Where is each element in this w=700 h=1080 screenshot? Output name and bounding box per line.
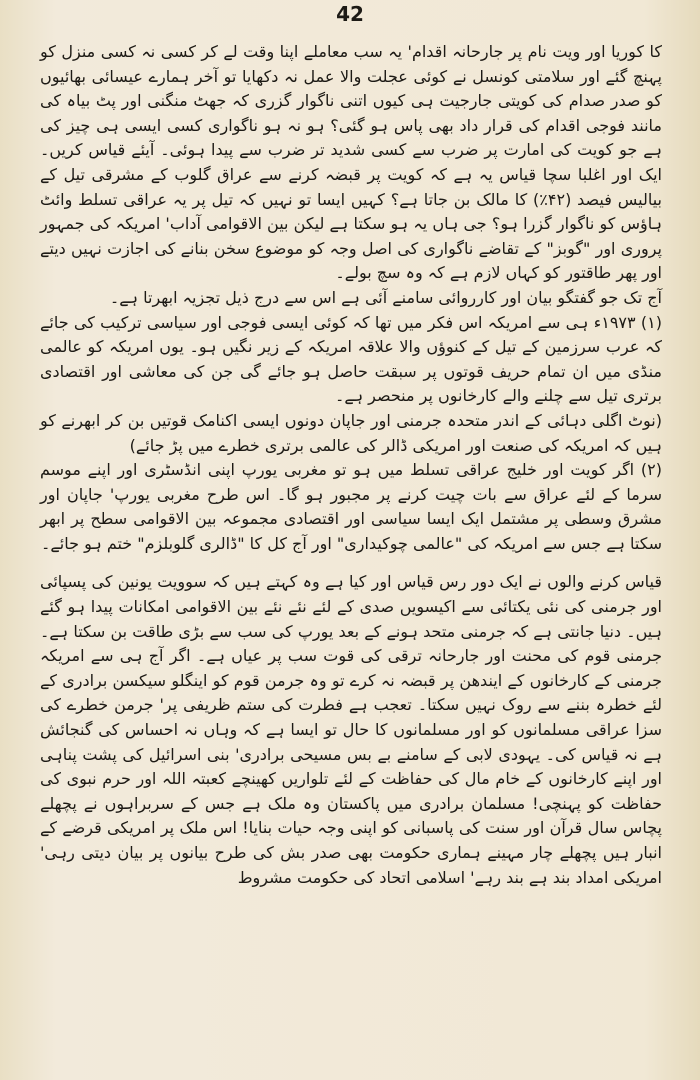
paragraph-point-1: (۱) ۱۹۷۳ء ہی سے امریکہ اس فکر میں تھا کہ کوئی ایسی فوجی اور سیاسی ترکیب کی جائے کہ عرب سرزمین کے تیل کے کنوؤں والا علاقہ امریکہ کے زیر نگیں ہو۔ یوں امریکہ کو عالمی منڈی میں ان تمام حریف قوتوں پر سبقت حاصل ہو جائے گی جن کی معاشی اور اقتصادی برتری تیل سے چلنے والے کارخانوں پر منحصر ہے۔ xyxy=(40,312,663,406)
paragraph-gap xyxy=(40,556,662,570)
page-body xyxy=(40,40,662,890)
paragraph-point-2: (۲) اگر کویت اور خلیج عراقی تسلط میں ہو تو مغربی یورپ اپنی انڈسٹری اور اپنے موسم سرما کے لئے عراق سے بات چیت کرنے پر مجبور ہو گا۔ اس طرح مغربی یورپ' جاپان اور مشرق وسطی پر مشتمل ایک ایسا سیاسی اور اقتصادی مجموعہ بین الاقوامی سطح پر ابھر سکتا ہے جس سے امریکہ کی "عالمی چوکیداری" اور آج کل کا "ڈالری گلوبلزم" ختم ہو جائے۔ xyxy=(40,460,662,553)
paragraph-speculation: قیاس کرنے والوں نے ایک دور رس قیاس اور کیا ہے وہ کہتے ہیں کہ سوویت یونین کی پسپائی اور جرمنی کی نئی یکتائی سے اکیسویں صدی کے لئے نئے نئے بین الاقوامی امکانات پیدا ہو گئے ہیں۔ دنیا جانتی ہے کہ جرمنی متحد ہونے کے بعد یورپ کی سب سے بڑی طاقت بن سکتا ہے۔ جرمنی قوم کی محنت اور جارحانہ ترقی کی قوت سب پر عیاں ہے۔ اگر آج ہی سے امریکہ جرمنی کے کارخانوں کے ایندھن پر قبضہ نہ کرے تو وہ جرمن قوم کو اینگلو سیکسن برادری کے لئے خطرہ بننے سے روک نہیں سکتا۔ تعجب ہے فطرت کی ستم ظریفی پر' جرمن خطرے کی سزا عراقی مسلمانوں کو اور مسلمانوں کا حال تو ایسا ہے کہ وہاں نہ احساس کی گنجائش ہے نہ قیاس کی۔ یہودی لابی کے سامنے بے بس مسیحی برادری' بنی اسرائیل کی پشت پناہی اور اپنے کارخانوں کے خام مال کی حفاظت کے لئے تلواریں کھینچے کعبتہ اللہ اور حرم نبوی کی حفاظت کو پہنچی! مسلمان برادری میں پاکستان وہ ملک ہے جس کے سربراہوں نے پچھلے پچاس سال قرآن اور سنت کی پاسبانی کو اپنی وجہ حیات بنایا! اس ملک پر امریکی قرضے کے انبار ہیں پچھلے چار مہینے ہماری حکومت بھی صدر بش کی طرح بیانوں پر بیان دیتی رہی' امریکی امداد بند ہے بند رہے' اسلامی اتحاد کی حکومت مشروط xyxy=(40,572,662,887)
paragraph-intro: کا کوریا اور ویت نام پر جارحانہ اقدام' یہ سب معاملے اپنا وقت لے کر کسی نہ کسی منزل کو پہنچ گئے اور سلامتی کونسل نے کوئی عجلت والا عمل نہ دکھایا تو آخر ہمارے عیسائی بھائیوں کو صدر صدام کی کویتی جارجیت ہی کیوں اتنی ناگوار گزری کہ جھٹ منگنی اور پٹ بیاہ کی مانند فوجی اقدام کی قرار داد بھی پاس ہو گئی؟ ہو نہ ہو ناگواری کسی ایسی ہی چیز کی ہے جو کویت کی امارت پر ضرب سے کسی شدید تر ضرب سے پیدا ہوئی۔ آیئے قیاس کریں۔ ایک اور اغلبا سچا قیاس یہ ہے کہ کویت پر قبضہ کرنے سے عراق گلوب کے مشرقی تیل کے بیالیس فیصد (۴۲٪) کا مالک بن جاتا ہے؟ کہیں ایسا تو نہیں کہ تیل پر یہ عراقی تسلط وائٹ ہاؤس کو ناگوار گزرا ہو؟ جی ہاں یہ ہو سکتا ہے لیکن بین الاقوامی آداب' امریکہ کی جمہور پروری اور "گوبز" کے تقاضے ناگواری کی اصل وجہ کو موضوع سخن بنانے کی اجازت نہیں دیتے اور پھر طاقتور کو کہاں لازم ہے کہ وہ سچ بولے۔ xyxy=(40,42,663,283)
paragraph-analysis-heading: آج تک جو گفتگو بیان اور کارروائی سامنے آئی ہے اس سے درج ذیل تجزیہ ابھرتا ہے۔ xyxy=(109,287,662,307)
page-number: 42 xyxy=(336,2,364,26)
paragraph-note: (نوٹ اگلی دہائی کے اندر متحدہ جرمنی اور جاپان دونوں ایسی اکنامک قوتیں بن کر ابھرنے کو ہیں کہ امریکہ کی صنعت اور امریکی ڈالر کی عالمی برتری خطرے میں پڑ جائے) xyxy=(40,410,662,455)
